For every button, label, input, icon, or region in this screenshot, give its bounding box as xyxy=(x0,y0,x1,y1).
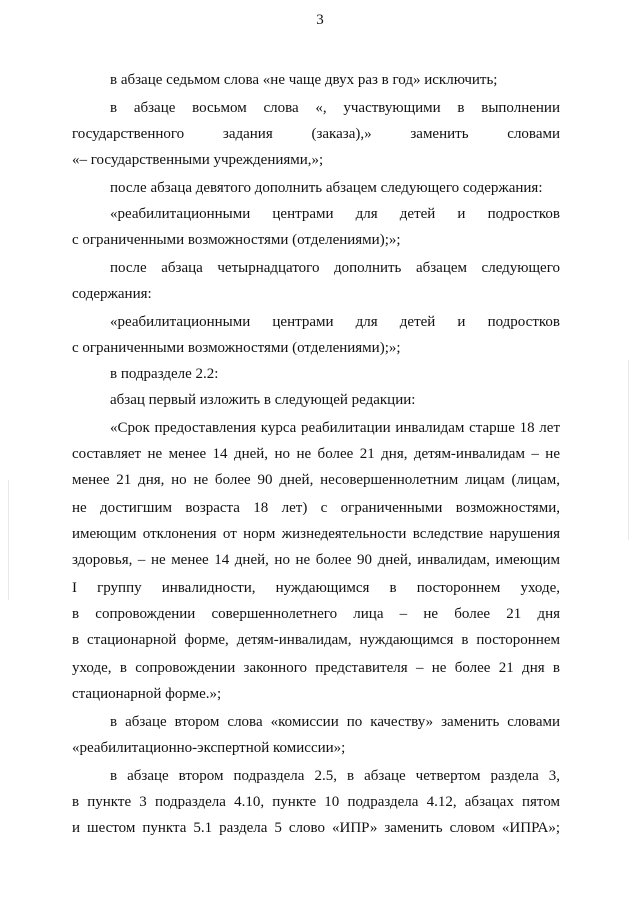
text-line: в стационарной форме, детям-инвалидам, нуждающимся в постороннем xyxy=(72,632,560,648)
text-line: менее 21 дня, но не более 90 дней, несовершеннолетним лицам (лицам, xyxy=(72,472,560,488)
scan-artifact xyxy=(628,360,629,540)
text-line: «– государственными учреждениями,»; xyxy=(72,152,324,168)
text-line: и шестом пункта 5.1 раздела 5 слово «ИПР» заменить словом «ИПРА»; xyxy=(72,820,560,836)
text-line: в абзаце втором слова «комиссии по качеству» заменить словами xyxy=(110,714,560,730)
text-line: составляет не менее 14 дней, но не более 21 дня, детям-инвалидам – не xyxy=(72,446,560,462)
text-line: абзац первый изложить в следующей редакции: xyxy=(110,392,416,408)
text-line: «реабилитационными центрами для детей и подростков xyxy=(110,314,560,330)
text-line: в подразделе 2.2: xyxy=(110,366,219,382)
text-line: имеющим отклонения от норм жизнедеятельности вследствие нарушения xyxy=(72,526,560,542)
text-line: содержания: xyxy=(72,286,152,302)
page-number: 3 xyxy=(316,12,324,28)
text-line: в абзаце втором подраздела 2.5, в абзаце четвертом раздела 3, xyxy=(110,768,560,784)
text-line: уходе, в сопровождении законного представителя – не более 21 дня в xyxy=(72,660,560,676)
scan-artifact xyxy=(8,480,9,600)
text-line: здоровья, – не менее 14 дней, но не более 90 дней, инвалидам, имеющим xyxy=(72,552,560,568)
text-line: с ограниченными возможностями (отделениями);»; xyxy=(72,340,401,356)
text-line: в пункте 3 подраздела 4.10, пункте 10 подраздела 4.12, абзацах пятом xyxy=(72,794,560,810)
text-line: «Срок предоставления курса реабилитации инвалидам старше 18 лет xyxy=(110,420,560,436)
text-line: после абзаца девятого дополнить абзацем следующего содержания: xyxy=(110,180,543,196)
text-line: в абзаце восьмом слова «, участвующими в выполнении xyxy=(110,100,560,116)
text-line: в сопровождении совершеннолетнего лица – не более 21 дня xyxy=(72,606,560,622)
text-line: после абзаца четырнадцатого дополнить абзацем следующего xyxy=(110,260,560,276)
text-line: государственного задания (заказа),» заменить словами xyxy=(72,126,560,142)
text-line: «реабилитационно-экспертной комиссии»; xyxy=(72,740,346,756)
text-line: в абзаце седьмом слова «не чаще двух раз в год» исключить; xyxy=(110,72,498,88)
text-line: с ограниченными возможностями (отделениями);»; xyxy=(72,232,401,248)
text-line: не достигшим возраста 18 лет) с ограниченными возможностями, xyxy=(72,500,560,516)
text-line: «реабилитационными центрами для детей и подростков xyxy=(110,206,560,222)
text-line: стационарной форме.»; xyxy=(72,686,222,702)
text-line: I группу инвалидности, нуждающимся в постороннем уходе, xyxy=(72,580,560,596)
